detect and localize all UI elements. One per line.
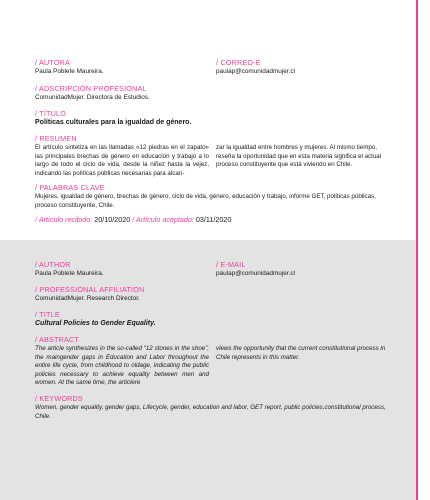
abstract-column-1: The article synthesizes in the so-called “12 stones in the shoe”, the maingender gaps in Education and Labor throughout the entire life cycle, from childhood to oldage, indicating the public policies necessary to achieve equality between men and women. At the same time, the articlere [35, 345, 209, 387]
page-edge-rule [416, 0, 418, 500]
titulo-block [35, 109, 191, 128]
email-block [216, 260, 295, 279]
affiliation-block [35, 285, 144, 304]
abstract-label: / ABSTRACT [35, 335, 79, 344]
keywords-value: Women, gender equality, gender gaps, Lifecycle, gender, education and labor, GET report, public policies,constitutional process, Chile. [35, 404, 386, 420]
palabras-clave-block [35, 183, 395, 210]
recibido-value: 20/10/2020 [94, 215, 131, 224]
resumen-column-1: El artículo sintetiza en las llamadas «12 piedras en el zapato» las principales brechas de género en educación y trabajo a lo largo de todo el ciclo de vida, desde la niñez hasta la vejez, indicando las políticas públicas necesarias para alcan- [35, 144, 209, 177]
palabras-clave-label: / PALABRAS CLAVE [35, 183, 105, 192]
article-dates [35, 215, 231, 224]
correo-value[interactable]: paulap@comunidadmujer.cl [216, 68, 295, 75]
adscripcion-block [35, 84, 150, 103]
palabras-clave-value: Mujeres, igualdad de género, brechas de género, ciclo de vida, género, educación y trabajo, informe GET, políticas públicas, proceso constituyente, Chile. [35, 193, 376, 209]
adscripcion-label: / ADSCRIPCIÓN PROFESIONAL [35, 84, 147, 93]
affiliation-label: / PROFESSIONAL AFFILIATION [35, 285, 145, 294]
keywords-block [35, 394, 395, 421]
aceptado-value: 03/11/2020 [195, 215, 232, 224]
adscripcion-value: ComunidadMujer. Directora de Estudios. [35, 94, 150, 101]
email-label: / E-MAIL [216, 260, 246, 269]
abstract-column-2: views the opportunity that the current constitutional process in Chile represents in this matter. [216, 345, 386, 361]
title-block [35, 310, 156, 329]
autora-block [35, 58, 104, 77]
titulo-label: / TÍTULO [35, 109, 67, 118]
spanish-metadata-section [0, 0, 416, 240]
keywords-label: / KEYWORDS [35, 394, 83, 403]
affiliation-value: ComunidadMujer. Research Director. [35, 295, 140, 302]
resumen-label: / RESUMEN [35, 134, 77, 143]
autora-value: Paula Poblete Maureira. [35, 68, 104, 75]
author-block [35, 260, 104, 279]
title-value: Cultural Policies to Gender Equality. [35, 320, 156, 327]
aceptado-label: / Artículo aceptado: [132, 215, 194, 224]
autora-label: / AUTORA [35, 58, 71, 67]
correo-label: / CORREO-E [216, 58, 261, 67]
resumen-column-2: zar la igualdad entre hombres y mujeres. Al mismo tiempo, reseña la oportunidad que en esta materia significa el actual proceso constituyente que está viviendo en Chile. [216, 144, 382, 169]
english-metadata-section [0, 240, 416, 500]
title-label: / TITLE [35, 310, 60, 319]
correo-block [216, 58, 295, 77]
author-label: / AUTHOR [35, 260, 71, 269]
titulo-value: Políticas culturales para la igualdad de género. [35, 119, 192, 126]
email-value[interactable]: paulap@comunidadmujer.cl [216, 270, 295, 277]
author-value: Paula Poblete Maureira. [35, 270, 104, 277]
recibido-label: / Artículo recibido: [35, 215, 93, 224]
